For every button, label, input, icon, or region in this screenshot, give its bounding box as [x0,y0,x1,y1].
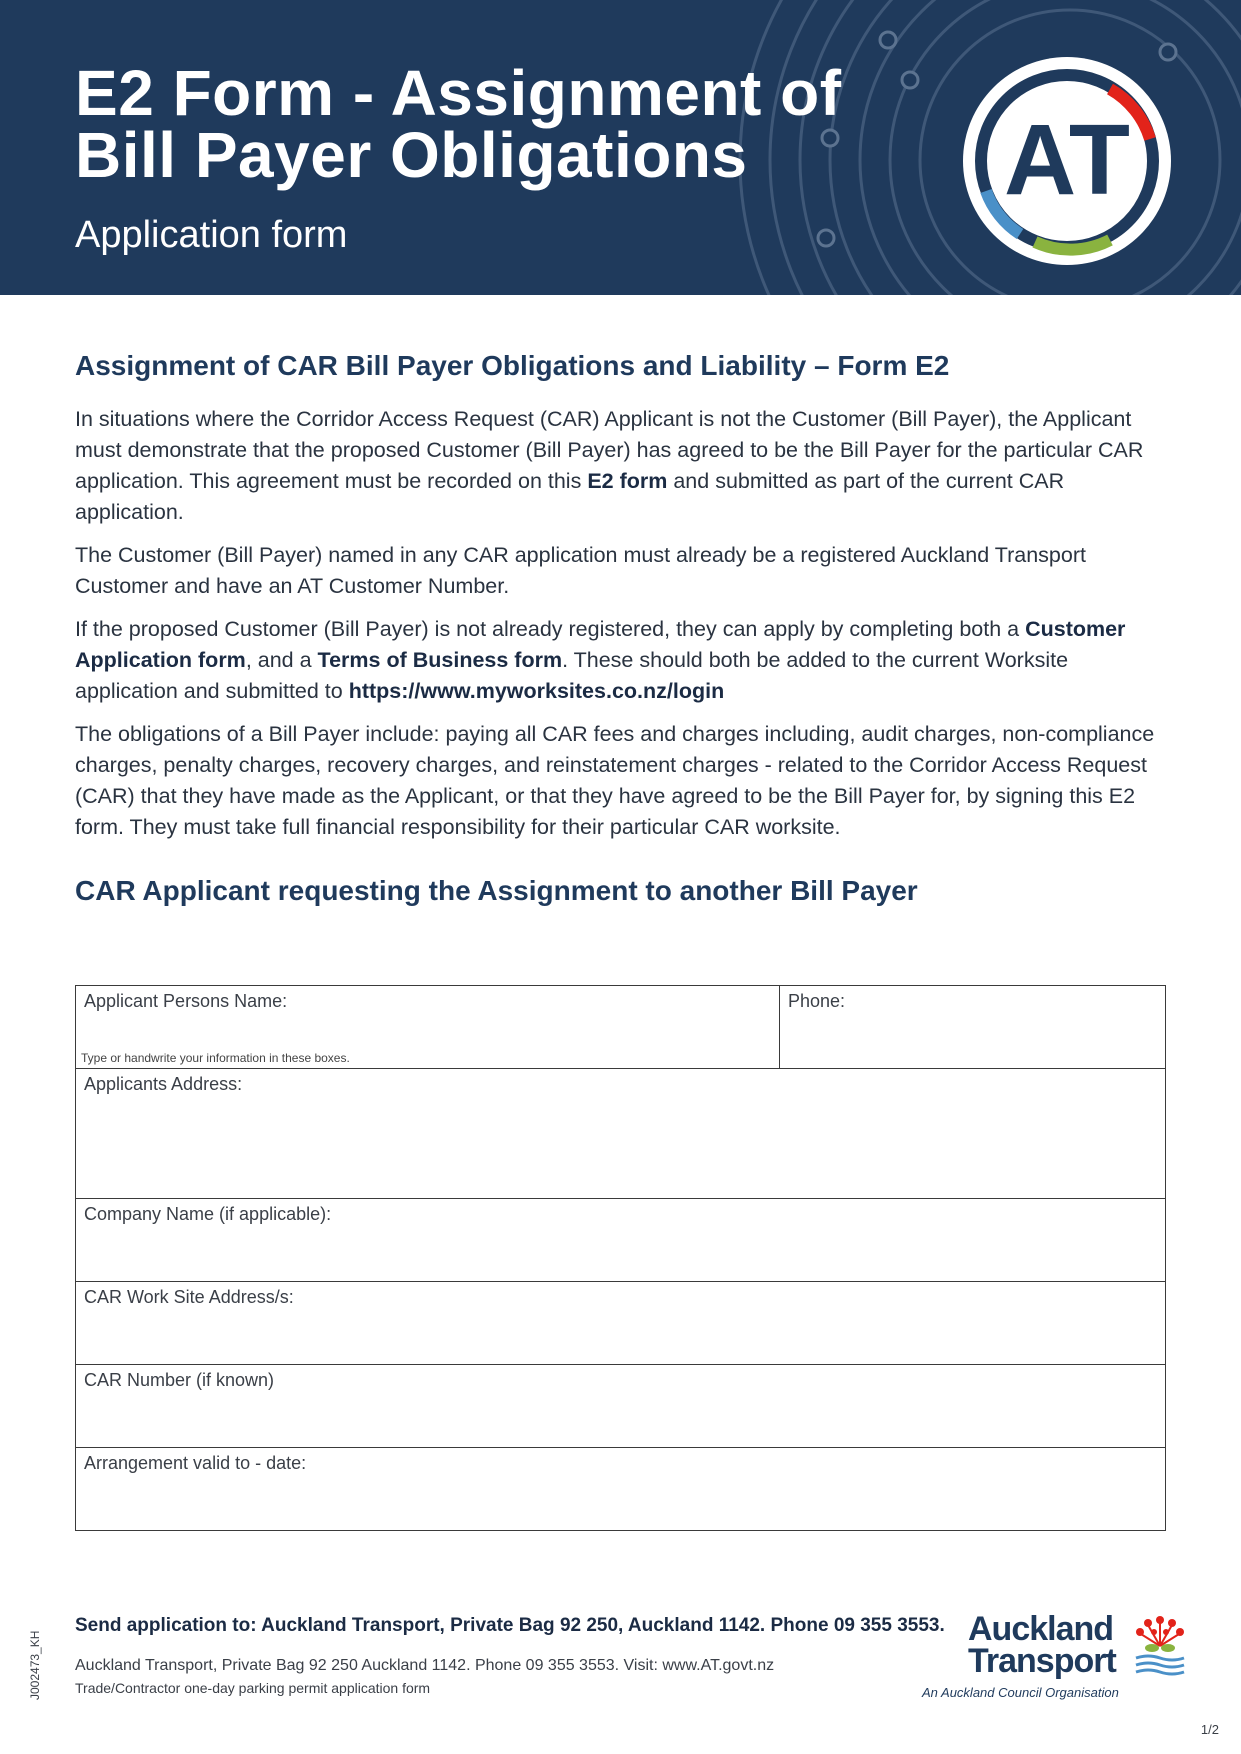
auckland-transport-brand [920,1612,1190,1702]
paragraph-3 [75,614,1165,707]
applicant-name-label: Applicant Persons Name: [84,991,288,1011]
title-line-2: Bill Payer Obligations [75,119,748,191]
paragraph-1-text-a: In situations where the Corridor Access Request (CAR) Applicant is not the Customer (Bill Payer), the Applicant must demonstrate that the proposed Customer (Bill Payer) has agreed to be the Bill Payer for the particular CAR application. This agreement must be recorded on this [75,407,1144,493]
worksite-address-label: CAR Work Site Address/s: [84,1287,294,1307]
document-code: J002473_KH [28,1630,42,1700]
paragraph-3-text-a: If the proposed Customer (Bill Payer) is not already registered, they can apply by completing both a [75,617,1026,641]
customer-application-form-ref: Customer Application form [75,617,1126,672]
form-row-car-number [76,1364,1165,1447]
paragraph-1-bold: E2 form [587,469,668,493]
form-row-company [76,1198,1165,1281]
company-name-field[interactable] [76,1199,1165,1281]
phone-label: Phone: [788,991,846,1011]
footer-address: Auckland Transport, Private Bag 92 250 Auckland 1142. Phone 09 355 3553. Visit: www.AT.govt.nz [75,1657,775,1674]
applicant-form-table [75,985,1166,1531]
send-application-line [75,1615,945,1637]
form-row-address [76,1068,1165,1198]
valid-to-date-field[interactable] [76,1448,1165,1530]
paragraph-3-text-c: , and a [245,648,318,672]
footer-form-name: Trade/Contractor one-day parking permit application form [75,1680,431,1696]
page-title [75,57,842,191]
brand-word-auckland: Auckland [968,1610,1114,1648]
send-address: Auckland Transport, Private Bag 92 250, Auckland 1142. Phone 09 355 3553. [256,1615,945,1636]
car-number-label: CAR Number (if known) [84,1370,275,1390]
title-line-1: E2 Form - Assignment of [75,57,842,129]
myworksites-link[interactable]: https://www.myworksites.co.nz/login [348,679,725,703]
header-banner [0,0,1241,295]
section-heading-applicant: CAR Applicant requesting the Assignment to another Bill Payer [75,875,918,906]
form-row-worksite [76,1281,1165,1364]
paragraph-2: The Customer (Bill Payer) named in any CAR application must already be a registered Auckland Transport Customer and have an AT Customer Number. [75,543,1086,598]
car-number-field[interactable] [76,1365,1165,1447]
valid-to-date-label: Arrangement valid to - date: [84,1453,307,1473]
applicant-address-label: Applicants Address: [84,1074,243,1094]
send-label: Send application to: [75,1615,257,1636]
page-number: 1/2 [1200,1722,1219,1737]
terms-of-business-form-ref: Terms of Business form [317,648,563,672]
pohutukawa-flower-icon [1132,1612,1188,1678]
form-row-name-phone [76,986,1165,1068]
phone-field[interactable] [780,986,1165,1068]
paragraph-1 [75,404,1165,528]
intro-section [75,350,1165,907]
applicant-address-field[interactable] [76,1069,1165,1198]
page-subtitle: Application form [75,214,348,256]
paragraph-1-text-c: and submitted as part of the current CAR application. [75,469,1065,524]
form-row-valid-to [76,1447,1165,1530]
brand-word-transport: Transport [968,1642,1116,1680]
paragraph-3-text-e: . These should both be added to the current Worksite application and submitted to [75,648,1069,703]
form-hint: Type or handwrite your information in these boxes. [81,1051,350,1065]
paragraph-4: The obligations of a Bill Payer include: paying all CAR fees and charges including, audit charges, non-compliance charges, penalty charges, recovery charges, and reinstatement charges - related to the Corridor Access Request (CAR) that they have made as the Applicant, or that they have agreed to be the Bill Payer for, by signing this E2 form. They must take full financial responsibility for their particular CAR worksite. [75,722,1155,839]
at-logo-icon [960,54,1175,269]
brand-tagline: An Auckland Council Organisation [922,1685,1119,1700]
applicant-name-field[interactable] [76,986,780,1068]
company-name-label: Company Name (if applicable): [84,1204,332,1224]
worksite-address-field[interactable] [76,1282,1165,1364]
section-heading-assignment: Assignment of CAR Bill Payer Obligations and Liability – Form E2 [75,350,950,381]
logo-text: AT [1004,104,1130,216]
